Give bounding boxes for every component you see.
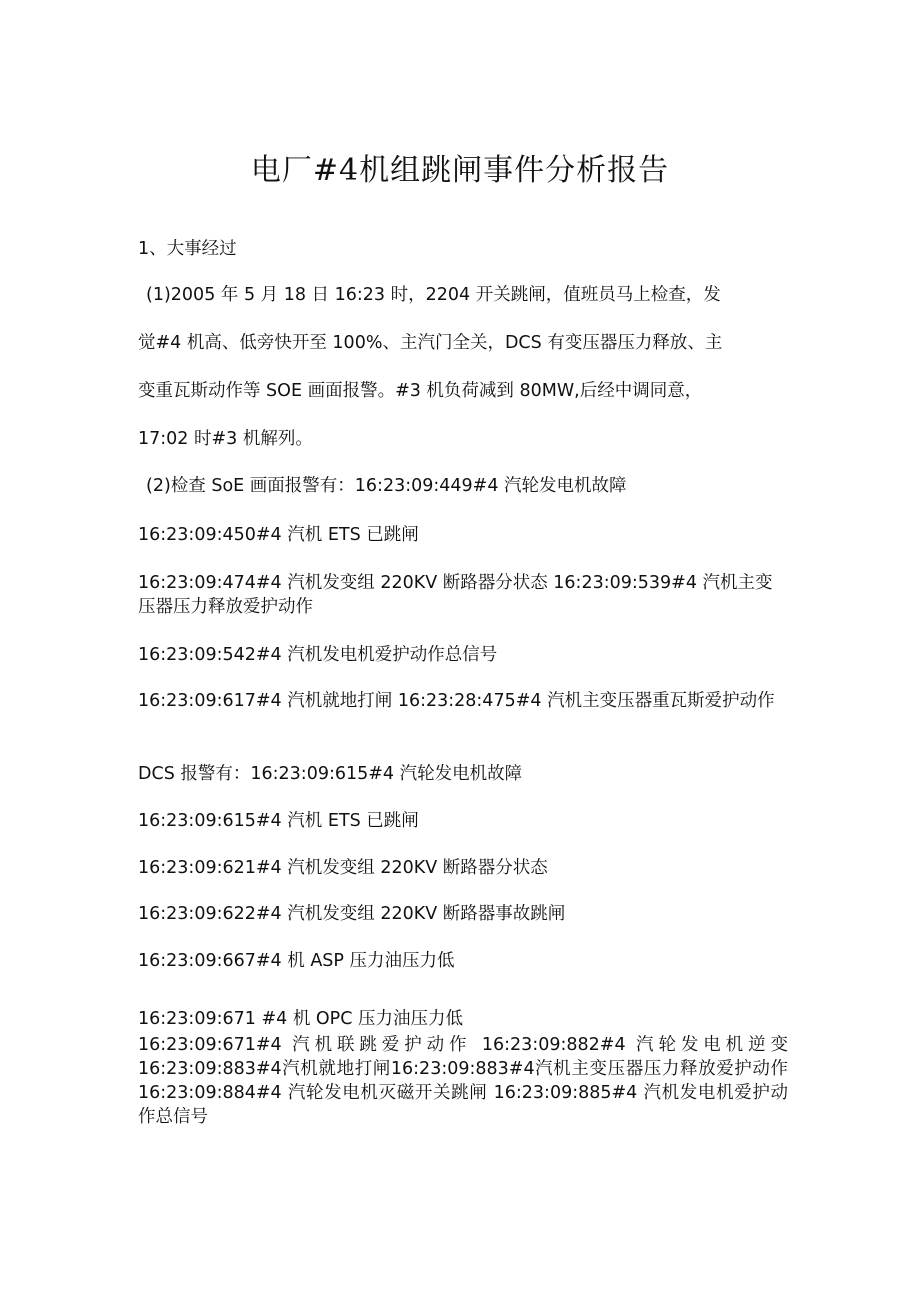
dcs-alarm-line: 16:23:09:615#4 汽机 ETS 已跳闸: [138, 811, 419, 831]
paragraph-line: (1)2005 年 5 月 18 日 16:23 时，2204 开关跳闸，值班员马上检查，发: [146, 285, 721, 305]
soe-alarm-line: 16:23:09:542#4 汽机发电机爱护动作总信号: [138, 645, 498, 665]
paragraph-line: 觉#4 机高、低旁快开至 100%、主汽门全关，DCS 有变压器压力释放、主: [138, 333, 723, 353]
dcs-alarm-line: DCS 报警有：16:23:09:615#4 汽轮发电机故障: [138, 764, 523, 784]
section-heading: 1、大事经过: [138, 239, 237, 259]
paragraph-line: 变重瓦斯动作等 SOE 画面报警。#3 机负荷减到 80MW,后经中调同意，: [138, 381, 703, 401]
soe-alarm-line: 16:23:09:617#4 汽机就地打闸 16:23:28:475#4 汽机主变压器重瓦斯爱护动作: [138, 691, 775, 711]
dcs-alarm-block: 16:23:09:671#4 汽机联跳爱护动作 16:23:09:882#4 汽轮发电机逆变 16:23:09:883#4汽机就地打闸16:23:09:883#4汽机主变压器压力释放爱护动作 16:23:09:884#4 汽轮发电机灭磁开关跳闸 16:23:09:885#4 汽机发电机爱护动作总信号: [138, 1035, 788, 1127]
soe-alarm-line: (2)检查 SoE 画面报警有：16:23:09:449#4 汽轮发电机故障: [146, 476, 627, 496]
document-title: 电厂#4机组跳闸事件分析报告: [250, 153, 670, 188]
paragraph-line: 17:02 时#3 机解列。: [138, 429, 313, 449]
soe-alarm-line: 16:23:09:450#4 汽机 ETS 已跳闸: [138, 525, 419, 545]
dcs-alarm-line: 16:23:09:622#4 汽机发变组 220KV 断路器事故跳闸: [138, 904, 566, 924]
dcs-alarm-line: 16:23:09:667#4 机 ASP 压力油压力低: [138, 951, 455, 971]
soe-alarm-line: 16:23:09:474#4 汽机发变组 220KV 断路器分状态 16:23:09:539#4 汽机主变压器压力释放爱护动作: [138, 573, 773, 617]
dcs-alarm-line: 16:23:09:671 #4 机 OPC 压力油压力低: [138, 1009, 463, 1029]
dcs-alarm-line: 16:23:09:621#4 汽机发变组 220KV 断路器分状态: [138, 858, 548, 878]
